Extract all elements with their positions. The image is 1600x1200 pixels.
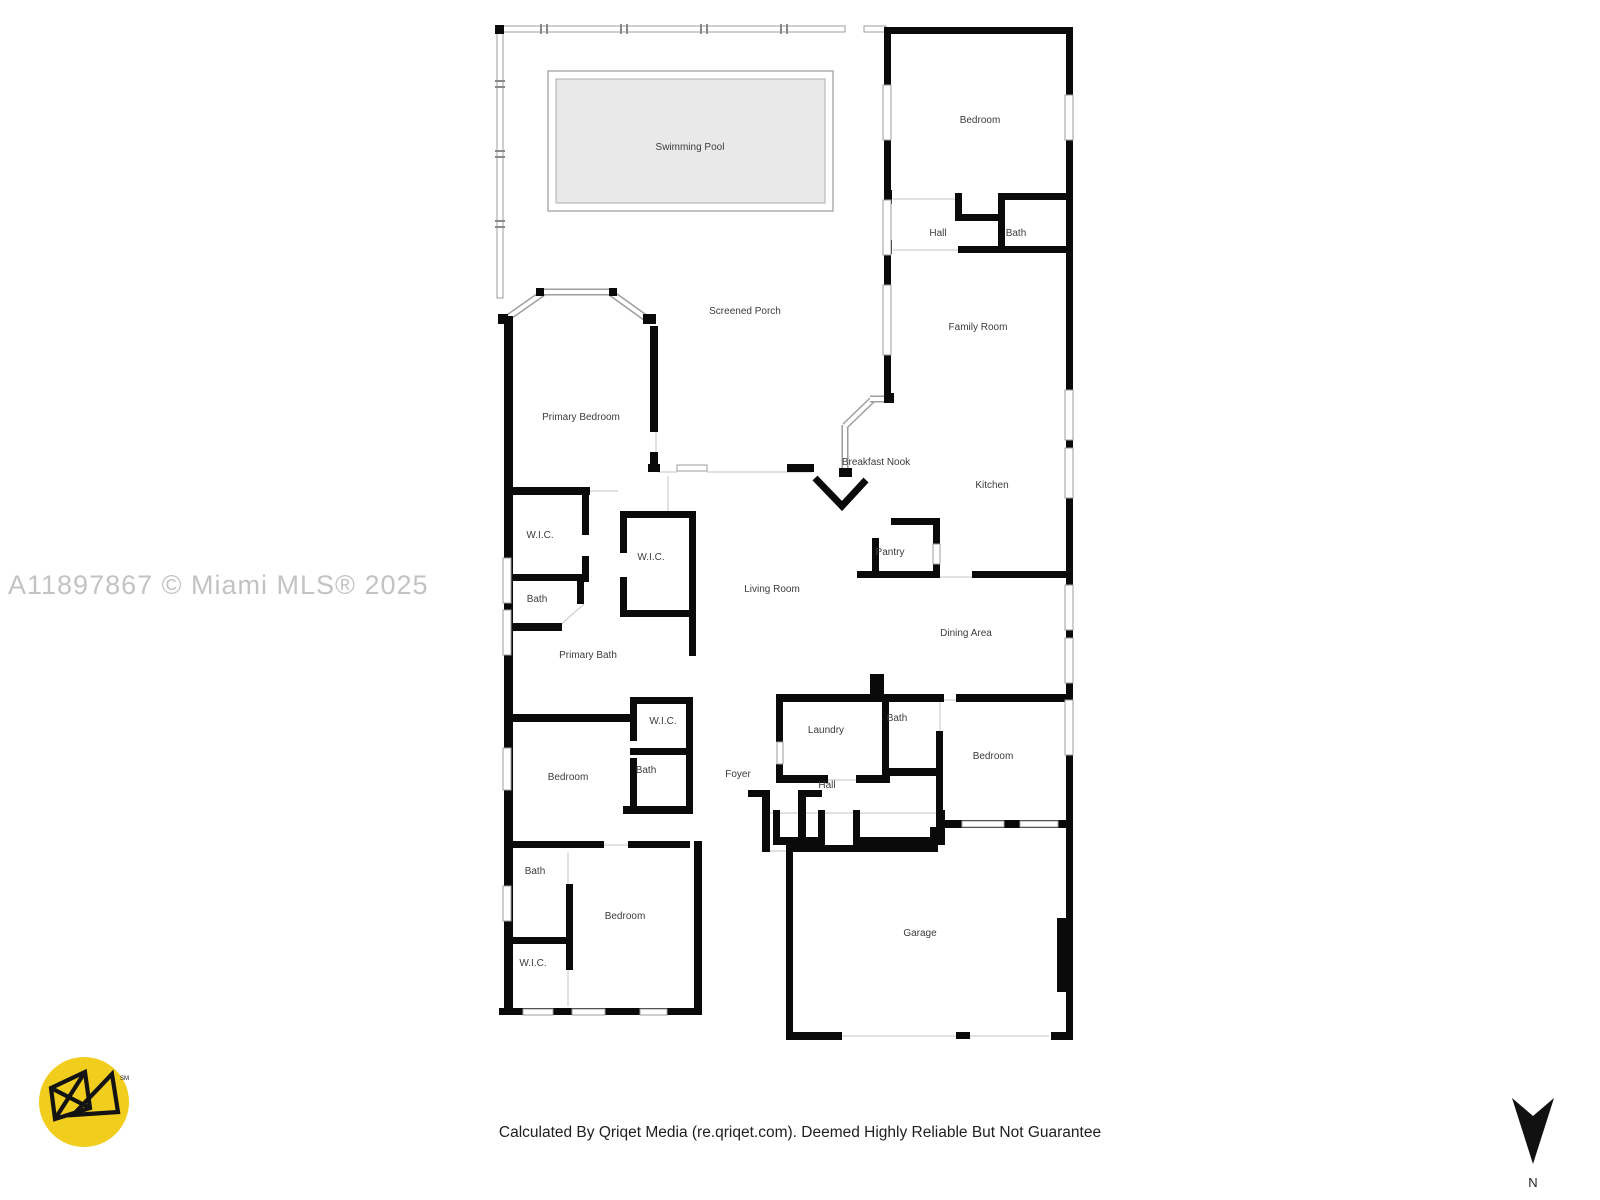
room-label: Swimming Pool (655, 142, 725, 153)
mls-watermark: A11897867 © Miami MLS® 2025 (8, 570, 429, 600)
room-label: Primary Bath (559, 650, 617, 661)
room-label: W.I.C. (519, 958, 547, 969)
nook-door (815, 478, 866, 506)
room-label: Bedroom (604, 911, 646, 922)
room-label: Bedroom (547, 772, 589, 783)
room-label: Bath (635, 765, 657, 776)
north-arrow-icon (1509, 1094, 1557, 1168)
room-label: Primary Bedroom (542, 412, 620, 423)
room-label: Bedroom (959, 115, 1001, 126)
logo-trademark: SM (120, 1076, 129, 1082)
room-label: Living Room (744, 584, 800, 595)
room-label: W.I.C. (637, 552, 665, 563)
room-label: Hall (929, 228, 947, 239)
room-label: Bedroom (972, 751, 1014, 762)
room-label: Laundry (807, 725, 845, 736)
room-label: Bath (524, 866, 546, 877)
room-label: Screened Porch (709, 306, 781, 317)
room-label: Breakfast Nook (841, 457, 911, 468)
room-label: Family Room (948, 322, 1008, 333)
room-label: Pantry (875, 547, 905, 558)
room-label: Garage (903, 928, 937, 939)
room-label: W.I.C. (649, 716, 677, 727)
room-label: Dining Area (940, 628, 992, 639)
room-label: Bath (526, 594, 548, 605)
room-label: Foyer (725, 769, 751, 780)
compass (1496, 1094, 1570, 1194)
room-label: Kitchen (975, 480, 1009, 491)
qriqet-logo-icon (36, 1054, 132, 1150)
swimming-pool (548, 71, 833, 211)
bay-window (503, 292, 650, 321)
room-label: W.I.C. (526, 530, 554, 541)
room-labels (519, 115, 1026, 969)
footer-caption: Calculated By Qriqet Media (re.qriqet.com). Deemed Highly Reliable But Not Guarantee (498, 1124, 1102, 1141)
compass-label: N (1528, 1175, 1538, 1190)
qriqet-logo (36, 1054, 132, 1155)
room-label: Hall (818, 780, 836, 791)
room-label: Bath (1005, 228, 1027, 239)
room-label: Bath (886, 713, 908, 724)
